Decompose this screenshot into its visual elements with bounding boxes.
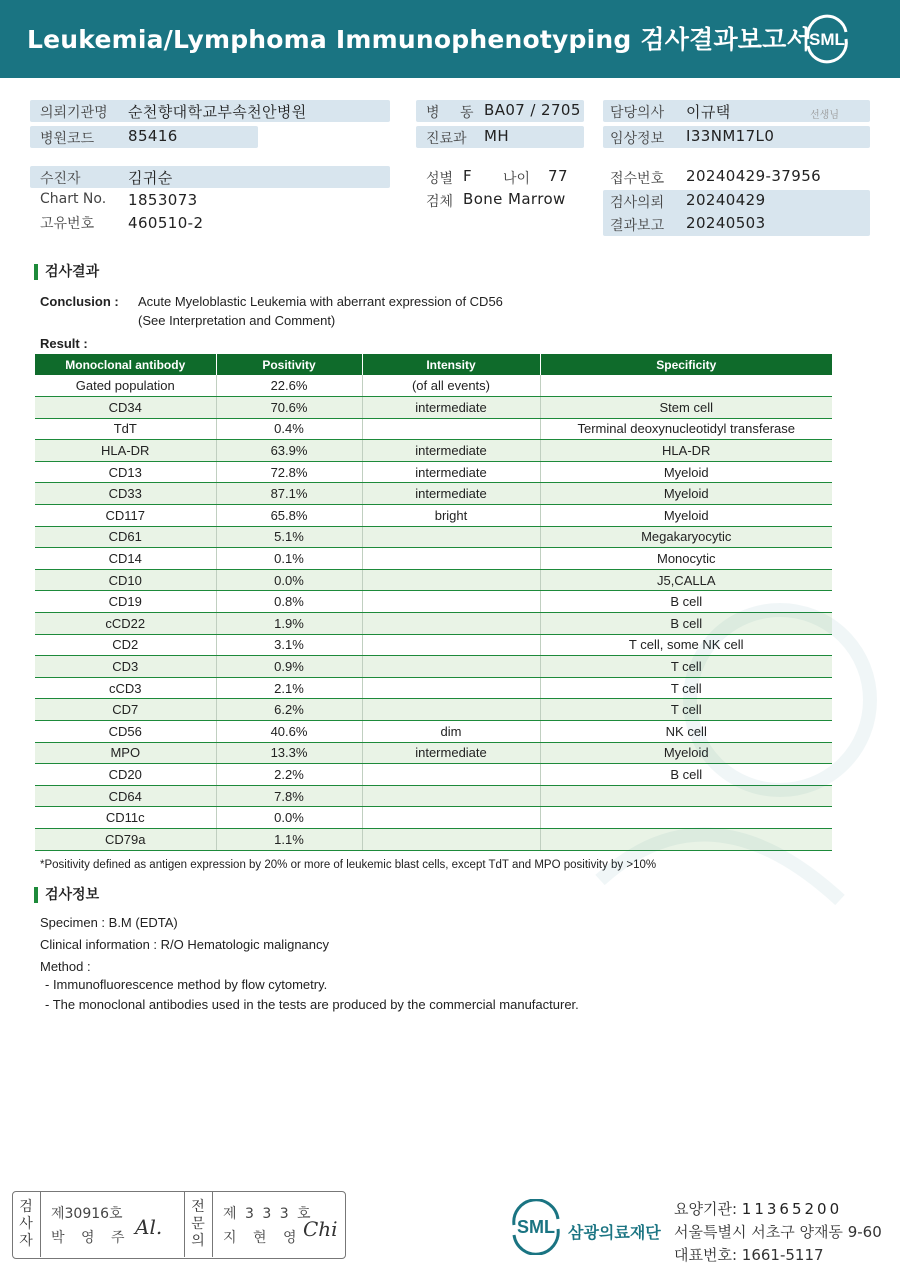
doctor-label: 담당의사 — [610, 105, 665, 121]
cell-positivity: 0.1% — [216, 548, 362, 570]
expert-title-1: 전 — [191, 1199, 205, 1215]
cell-intensity: intermediate — [362, 483, 540, 505]
cell-antibody: TdT — [35, 418, 216, 440]
cell-intensity — [362, 699, 540, 721]
cell-specificity: Megakaryocytic — [540, 526, 832, 548]
sml-foundation-logo-icon — [508, 1199, 564, 1255]
col-header-positivity: Positivity — [216, 354, 362, 375]
cell-antibody: CD79a — [35, 828, 216, 850]
cell-antibody: HLA-DR — [35, 440, 216, 462]
doctor-suffix: 선생님 — [810, 110, 839, 121]
cell-antibody: CD14 — [35, 548, 216, 570]
cell-specificity: Terminal deoxynucleotidyl transferase — [540, 418, 832, 440]
cell-specificity: T cell — [540, 656, 832, 678]
tester-license-no: 제30916호 — [51, 1206, 123, 1222]
cell-positivity: 70.6% — [216, 397, 362, 419]
hospital-code-label: 병원코드 — [40, 131, 95, 147]
cell-positivity: 13.3% — [216, 742, 362, 764]
chart-value: 1853073 — [128, 191, 198, 209]
cell-specificity — [540, 375, 832, 397]
cell-positivity: 0.0% — [216, 569, 362, 591]
cell-positivity: 40.6% — [216, 721, 362, 743]
cell-antibody: MPO — [35, 742, 216, 764]
cell-antibody: CD20 — [35, 764, 216, 786]
address: 서울특별시 서초구 양재동 9-60 — [674, 1223, 882, 1241]
cell-positivity: 0.8% — [216, 591, 362, 613]
cell-specificity: T cell, some NK cell — [540, 634, 832, 656]
cell-intensity: (of all events) — [362, 375, 540, 397]
patient-value: 김귀순 — [128, 169, 173, 187]
cell-antibody: CD19 — [35, 591, 216, 613]
cell-positivity: 2.1% — [216, 677, 362, 699]
col-header-antibody: Monoclonal antibody — [35, 354, 216, 375]
clinical-value: I33NM17L0 — [686, 127, 775, 145]
cell-intensity — [362, 785, 540, 807]
cell-positivity: 1.9% — [216, 613, 362, 635]
col-header-specificity: Specificity — [540, 354, 832, 375]
cell-positivity: 0.4% — [216, 418, 362, 440]
specimen-value: Bone Marrow — [463, 190, 566, 208]
cell-intensity: dim — [362, 721, 540, 743]
tester-info-cell — [41, 1192, 185, 1257]
cell-antibody: CD7 — [35, 699, 216, 721]
phone-number: 1661-5117 — [741, 1246, 824, 1264]
cell-antibody: CD56 — [35, 721, 216, 743]
cell-specificity: T cell — [540, 677, 832, 699]
id-label: 고유번호 — [40, 216, 95, 232]
table-row — [35, 526, 832, 548]
cell-positivity: 22.6% — [216, 375, 362, 397]
cell-specificity: T cell — [540, 699, 832, 721]
table-row — [35, 548, 832, 570]
dept-label: 진료과 — [426, 131, 467, 147]
test-info-section-title: 검사정보 — [34, 887, 99, 903]
cell-intensity: intermediate — [362, 397, 540, 419]
cell-intensity — [362, 526, 540, 548]
institution-label: 의뢰기관명 — [40, 105, 108, 121]
svg-text:SML: SML — [517, 1217, 555, 1237]
cell-specificity: Myeloid — [540, 483, 832, 505]
svg-text:Chi: Chi — [303, 1217, 338, 1241]
institution-value: 순천향대학교부속천안병원 — [128, 103, 307, 121]
table-row — [35, 375, 832, 397]
expert-title-3: 의 — [191, 1233, 205, 1249]
cell-antibody: CD2 — [35, 634, 216, 656]
cell-antibody: CD11c — [35, 807, 216, 829]
cell-intensity — [362, 656, 540, 678]
receipt-label: 접수번호 — [610, 171, 665, 187]
result-label: Result : — [40, 336, 88, 351]
expert-title-2: 문 — [191, 1216, 205, 1232]
cell-specificity: Myeloid — [540, 505, 832, 527]
request-value: 20240429 — [686, 191, 766, 209]
specimen-label: 검체 — [426, 194, 454, 210]
cell-specificity: Stem cell — [540, 397, 832, 419]
tester-title-2: 사 — [19, 1216, 33, 1232]
cell-specificity: J5,CALLA — [540, 569, 832, 591]
age-label: 나이 — [503, 171, 531, 187]
dept-value: MH — [484, 127, 510, 145]
receipt-value: 20240429-37956 — [686, 167, 822, 185]
cell-positivity: 6.2% — [216, 699, 362, 721]
cell-specificity: B cell — [540, 764, 832, 786]
table-row — [35, 461, 832, 483]
cell-antibody: CD117 — [35, 505, 216, 527]
cell-specificity: HLA-DR — [540, 440, 832, 462]
cell-intensity — [362, 807, 540, 829]
table-row — [35, 397, 832, 419]
foundation-name: 삼광의료재단 — [568, 1223, 661, 1242]
cell-positivity: 0.0% — [216, 807, 362, 829]
hospital-code-value: 85416 — [128, 127, 178, 145]
cell-intensity — [362, 677, 540, 699]
conclusion-label: Conclusion : — [40, 294, 119, 309]
method-line-1: - Immunofluorescence method by flow cytometry. — [45, 977, 328, 992]
report-title: Leukemia/Lymphoma Immunophenotyping 검사결과보고서 — [27, 25, 811, 54]
institution-code-line — [674, 1198, 842, 1219]
sex-value: F — [463, 167, 473, 185]
method-line-2: - The monoclonal antibodies used in the tests are produced by the commercial manufacturer. — [45, 997, 579, 1012]
cell-antibody: cCD22 — [35, 613, 216, 635]
tester-title-cell — [13, 1192, 41, 1257]
cell-positivity: 7.8% — [216, 785, 362, 807]
cell-specificity: Monocytic — [540, 548, 832, 570]
results-section-title: 검사결과 — [34, 264, 99, 280]
clinical-label: 임상정보 — [610, 131, 665, 147]
ward-label: 병 동 — [426, 105, 482, 121]
cell-intensity — [362, 548, 540, 570]
specimen-line: Specimen : B.M (EDTA) — [40, 915, 178, 930]
tester-name: 박 영 주 — [51, 1230, 131, 1246]
tester-title-3: 자 — [19, 1233, 33, 1249]
cell-positivity: 0.9% — [216, 656, 362, 678]
col-header-intensity: Intensity — [362, 354, 540, 375]
table-row — [35, 440, 832, 462]
clinical-info-line: Clinical information : R/O Hematologic malignancy — [40, 937, 330, 952]
cell-specificity: B cell — [540, 591, 832, 613]
expert-name: 지 현 영 — [223, 1230, 303, 1246]
phone-line — [674, 1244, 824, 1265]
report-date-label: 결과보고 — [610, 218, 665, 234]
cell-positivity: 2.2% — [216, 764, 362, 786]
expert-signature — [301, 1208, 345, 1248]
cell-specificity: Myeloid — [540, 742, 832, 764]
cell-intensity — [362, 634, 540, 656]
report-header — [0, 0, 900, 78]
patient-box — [30, 166, 390, 188]
report-date-value: 20240503 — [686, 214, 766, 232]
cell-antibody: CD33 — [35, 483, 216, 505]
cell-positivity: 63.9% — [216, 440, 362, 462]
sex-label: 성별 — [426, 171, 454, 187]
cell-antibody: CD61 — [35, 526, 216, 548]
cell-antibody: CD10 — [35, 569, 216, 591]
result-table-header — [35, 354, 832, 375]
expert-title-cell — [185, 1192, 213, 1257]
conclusion-line-2: (See Interpretation and Comment) — [138, 313, 336, 328]
expert-info-cell — [213, 1192, 345, 1257]
cell-antibody: CD13 — [35, 461, 216, 483]
cell-intensity — [362, 764, 540, 786]
patient-label: 수진자 — [40, 171, 81, 187]
cell-positivity: 3.1% — [216, 634, 362, 656]
cell-positivity: 5.1% — [216, 526, 362, 548]
cell-specificity: NK cell — [540, 721, 832, 743]
table-row — [35, 418, 832, 440]
result-footnote: *Positivity defined as antigen expression by 20% or more of leukemic blast cells, except TdT and MPO positivity by >10% — [40, 859, 657, 871]
cell-positivity: 1.1% — [216, 828, 362, 850]
ward-value: BA07 / 2705 — [484, 101, 581, 119]
cell-positivity: 72.8% — [216, 461, 362, 483]
conclusion-line-1: Acute Myeloblastic Leukemia with aberrant expression of CD56 — [138, 294, 503, 309]
cell-specificity: B cell — [540, 613, 832, 635]
cell-intensity — [362, 418, 540, 440]
doctor-value: 이규택 — [686, 103, 731, 121]
watermark-decoration — [540, 580, 880, 960]
expert-license-no: 제 3 3 3 호 — [223, 1206, 313, 1222]
institution-code-label: 요양기관: — [674, 1200, 738, 1218]
cell-positivity: 65.8% — [216, 505, 362, 527]
cell-intensity — [362, 613, 540, 635]
cell-intensity: intermediate — [362, 461, 540, 483]
cell-positivity: 87.1% — [216, 483, 362, 505]
tester-title-1: 검 — [19, 1199, 33, 1215]
method-label: Method : — [40, 959, 91, 974]
cell-intensity — [362, 569, 540, 591]
cell-antibody: CD64 — [35, 785, 216, 807]
sml-logo-icon — [800, 12, 854, 66]
cell-antibody: Gated population — [35, 375, 216, 397]
logo-text: SML — [809, 30, 845, 49]
age-value: 77 — [548, 167, 568, 185]
chart-label: Chart No. — [40, 191, 107, 207]
cell-specificity: Myeloid — [540, 461, 832, 483]
cell-antibody: CD34 — [35, 397, 216, 419]
table-row — [35, 505, 832, 527]
institution-code: 11365200 — [741, 1200, 843, 1218]
phone-label: 대표번호: — [674, 1246, 738, 1264]
cell-intensity: intermediate — [362, 742, 540, 764]
table-row — [35, 483, 832, 505]
svg-text:Al.: Al. — [135, 1215, 163, 1239]
tester-signature — [131, 1206, 181, 1246]
cell-antibody: cCD3 — [35, 677, 216, 699]
cell-intensity — [362, 828, 540, 850]
id-value: 460510-2 — [128, 214, 204, 232]
signature-box — [12, 1191, 346, 1259]
cell-antibody: CD3 — [35, 656, 216, 678]
cell-intensity: bright — [362, 505, 540, 527]
cell-intensity: intermediate — [362, 440, 540, 462]
cell-intensity — [362, 591, 540, 613]
request-label: 검사의뢰 — [610, 195, 665, 211]
